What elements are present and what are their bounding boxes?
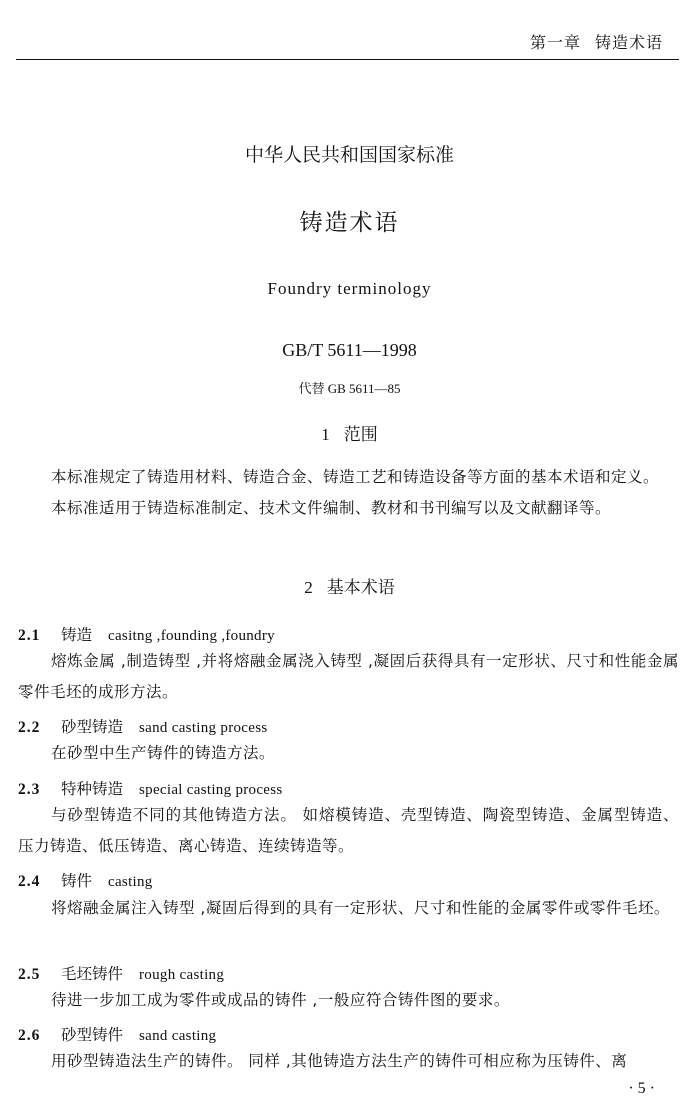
term-cn: 砂型铸造 xyxy=(61,718,124,736)
term-heading xyxy=(18,869,153,891)
term-en: special casting process xyxy=(139,782,283,798)
term-definition: 将熔融金属注入铸型 ,凝固后得到的具有一定形状、尺寸和性能的金属零件或零件毛坯。 xyxy=(51,899,670,917)
term-en: casitng ,founding ,foundry xyxy=(108,628,275,644)
term-definition: 在砂型中生产铸件的铸造方法。 xyxy=(51,744,276,762)
term-number: 2.6 xyxy=(18,1027,41,1044)
term-definition: 待进一步加工成为零件或成品的铸件 ,一般应符合铸件图的要求。 xyxy=(51,991,510,1009)
term-heading xyxy=(18,1023,216,1045)
section-title: 基本术语 xyxy=(326,578,395,598)
term-definition: 与砂型铸造不同的其他铸造方法。 如熔模铸造、壳型铸造、陶瓷型铸造、金属型铸造、压力铸造、低压铸造、离心铸造、连续铸造等。 xyxy=(18,806,679,855)
chapter-number: 第一章 xyxy=(529,33,581,52)
term-heading xyxy=(18,715,267,737)
replaces-code: GB 5611—85 xyxy=(327,381,401,396)
term-en: casting xyxy=(108,874,153,890)
section-2-heading xyxy=(0,573,699,598)
term-en: rough casting xyxy=(139,967,225,983)
chapter-title: 铸造术语 xyxy=(594,33,663,52)
running-header xyxy=(530,30,663,53)
replaces-label: 代替 xyxy=(298,382,325,397)
term-number: 2.2 xyxy=(18,719,41,736)
term-cn: 特种铸造 xyxy=(61,780,124,798)
page-number: · 5 · xyxy=(628,1080,655,1097)
section-title: 范围 xyxy=(343,425,378,445)
header-rule xyxy=(16,59,679,60)
term-cn: 铸造 xyxy=(61,626,93,644)
section-1-heading xyxy=(0,420,699,445)
term-number: 2.4 xyxy=(18,873,41,890)
standard-title: 铸造术语 xyxy=(299,210,400,236)
term-cn: 毛坯铸件 xyxy=(61,965,124,983)
standard-title-en: Foundry terminology xyxy=(267,279,432,298)
standard-org: 中华人民共和国国家标准 xyxy=(244,144,454,166)
term-cn: 铸件 xyxy=(61,872,93,890)
term-definition: 用砂型铸造法生产的铸件。 同样 ,其他铸造方法生产的铸件可相应称为压铸件、离 xyxy=(51,1052,628,1070)
standard-code: GB/T 5611—1998 xyxy=(282,340,417,360)
term-en: sand casting xyxy=(139,1028,217,1044)
term-number: 2.5 xyxy=(18,966,41,983)
term-definition: 熔炼金属 ,制造铸型 ,并将熔融金属浇入铸型 ,凝固后获得具有一定形状、尺寸和性能金属零件毛坯的成形方法。 xyxy=(18,652,679,701)
standard-replaces xyxy=(0,378,699,397)
term-cn: 砂型铸件 xyxy=(61,1026,124,1044)
term-heading xyxy=(18,962,224,984)
paragraph: 本标准规定了铸造用材料、铸造合金、铸造工艺和铸造设备等方面的基本术语和定义。 xyxy=(51,468,660,486)
section-number: 1 xyxy=(321,425,330,444)
term-number: 2.1 xyxy=(18,627,41,644)
term-en: sand casting process xyxy=(139,720,268,736)
term-number: 2.3 xyxy=(18,781,41,798)
term-heading xyxy=(18,623,275,645)
term-heading xyxy=(18,777,283,799)
section-number: 2 xyxy=(304,578,313,597)
paragraph: 本标准适用于铸造标准制定、技术文件编制、教材和书刊编写以及文献翻译等。 xyxy=(51,499,612,517)
section-1-body xyxy=(18,462,679,524)
